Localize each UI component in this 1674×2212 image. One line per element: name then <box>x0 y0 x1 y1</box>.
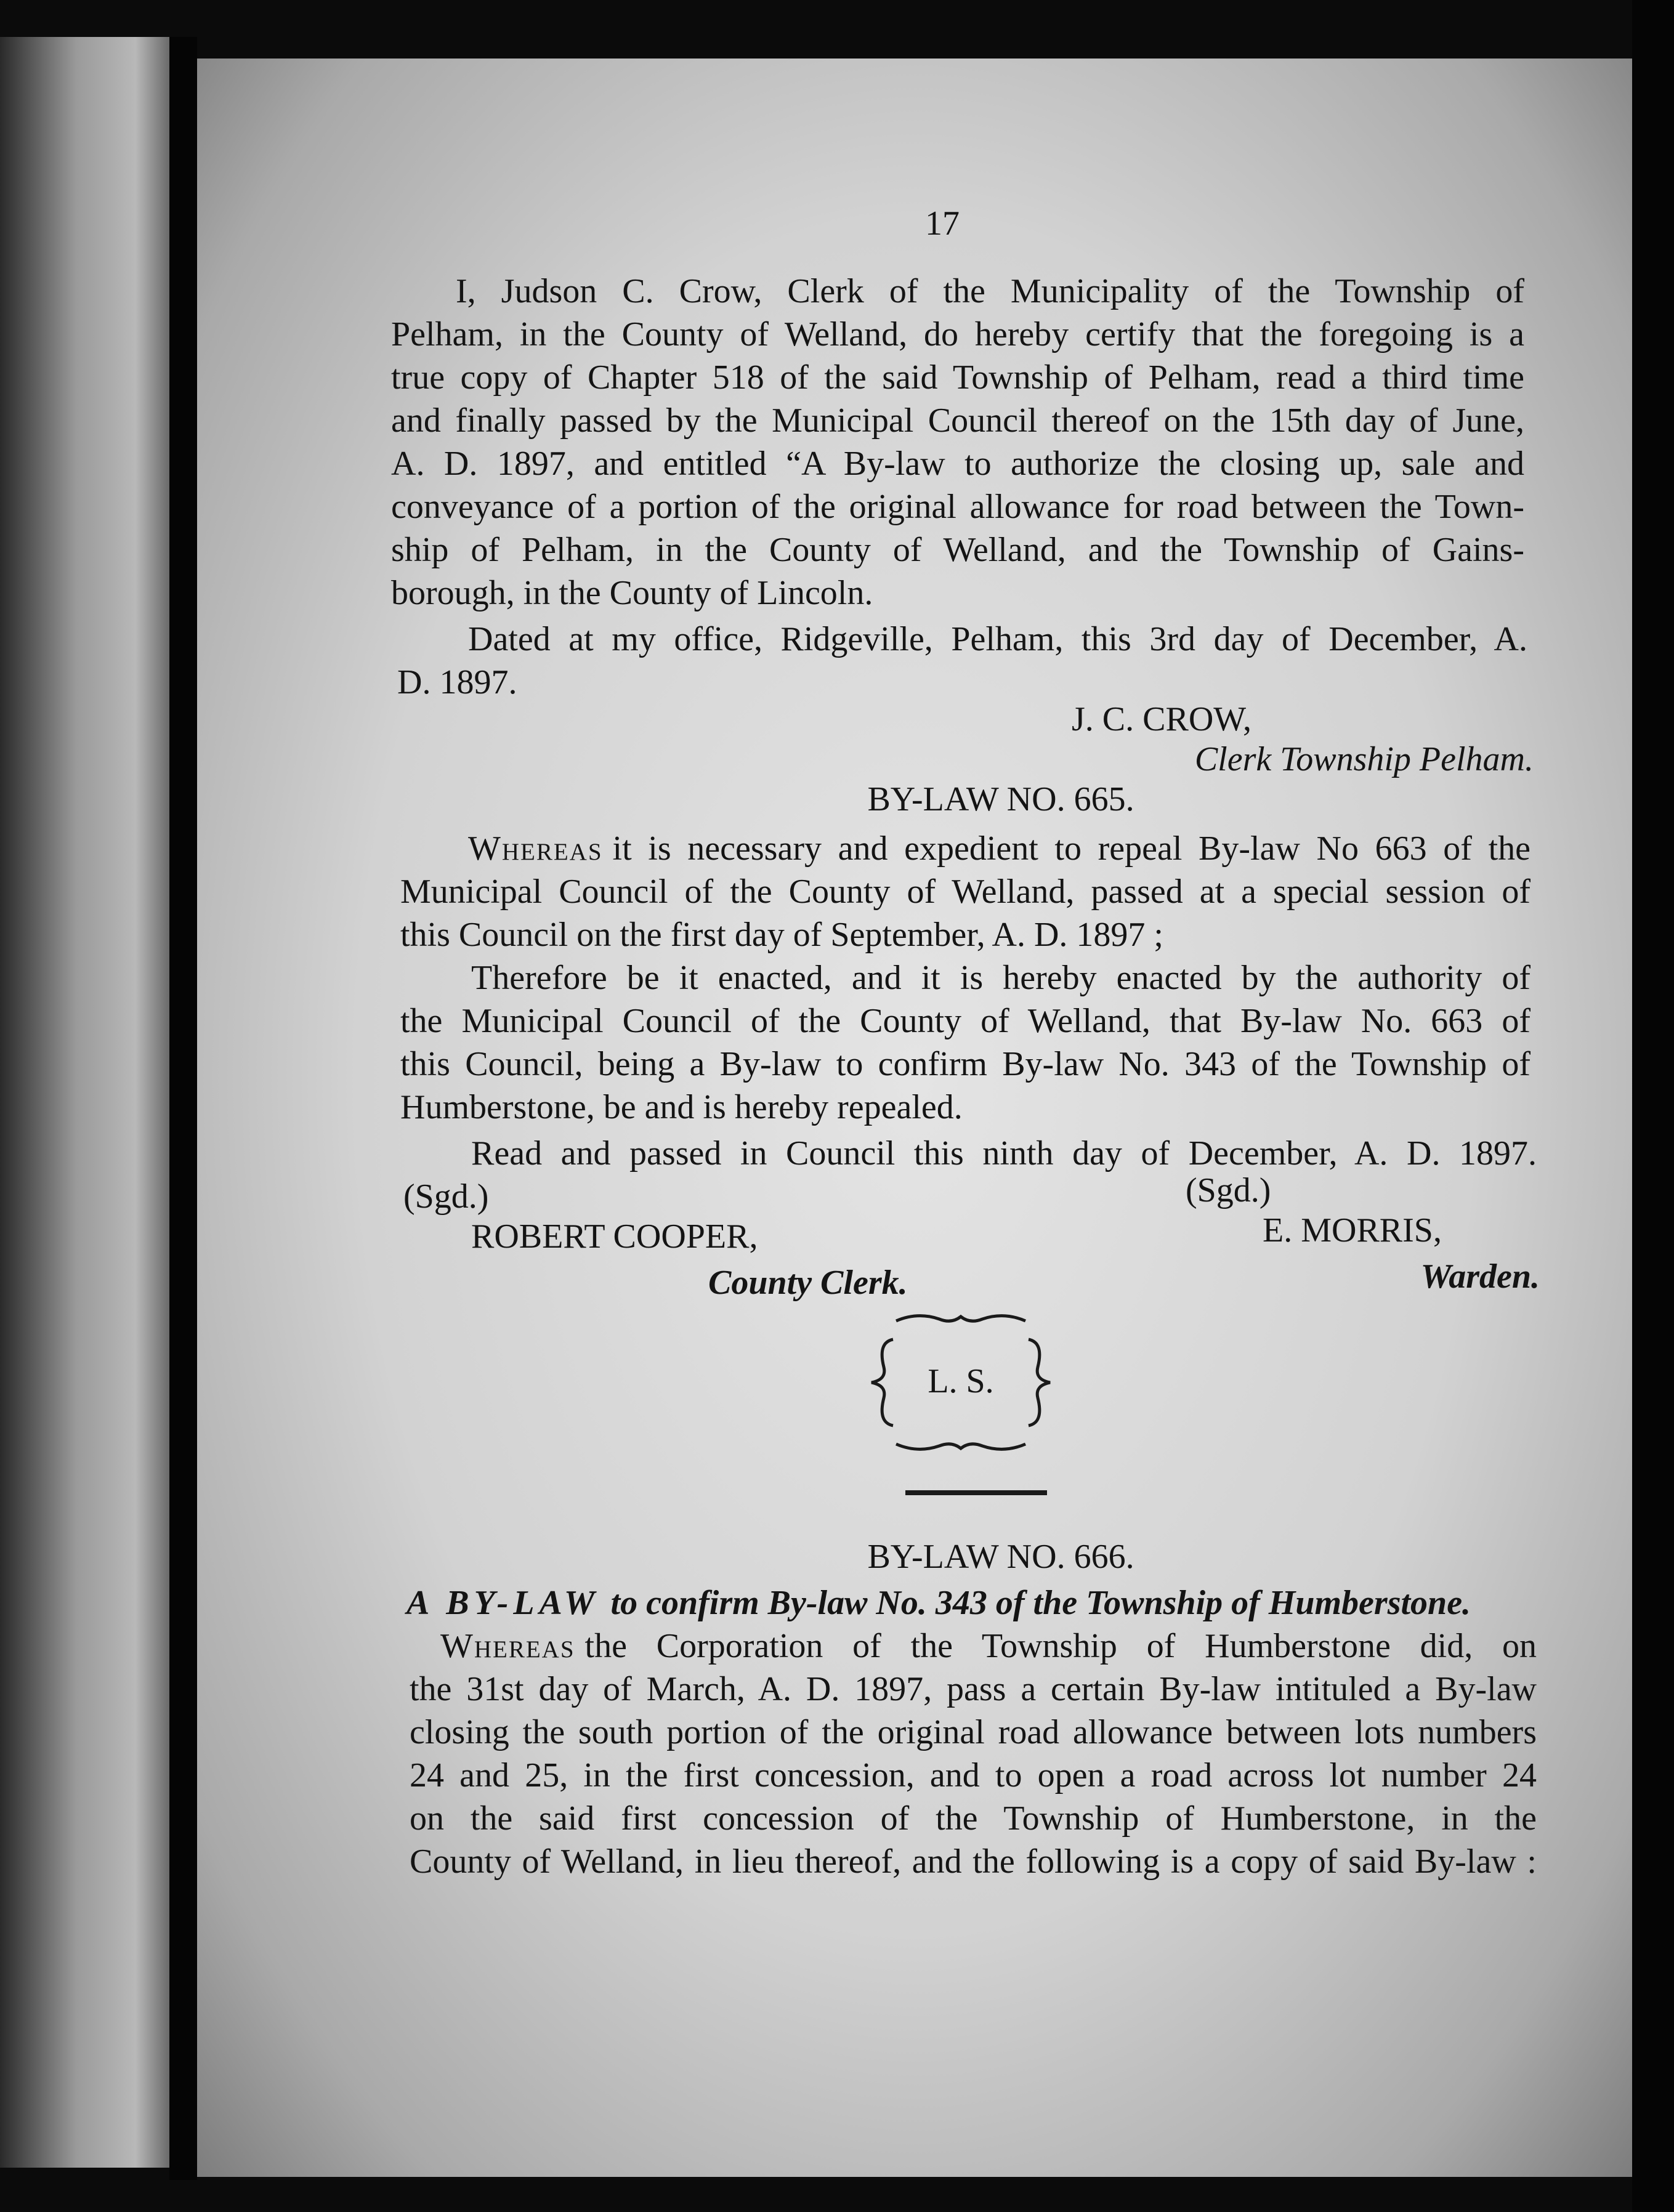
subtitle-lead: A BY-LAW <box>406 1584 600 1622</box>
text-line <box>440 1626 1537 1666</box>
signed-marker-right: (Sgd.) <box>1186 1171 1271 1209</box>
text-line: closing the south portion of the original road allowance between lots numbers <box>410 1713 1537 1751</box>
signer-name: J. C. CROW, <box>1072 700 1252 738</box>
text-line: conveyance of a portion of the original allowance for road between the Town- <box>391 488 1524 526</box>
text-line <box>468 828 1530 869</box>
text-line: true copy of Chapter 518 of the said Township of Pelham, read a third time <box>391 358 1524 397</box>
text-line: the Municipal Council of the County of Welland, that By-law No. 663 of <box>400 1002 1530 1040</box>
whereas-word: Whereas <box>468 830 603 868</box>
page-number: 17 <box>925 204 960 243</box>
facing-page-edge <box>0 37 169 2168</box>
county-clerk-name: ROBERT COOPER, <box>471 1217 758 1256</box>
whereas-word: Whereas <box>440 1627 575 1665</box>
text-line: Therefore be it enacted, and it is hereby enacted by the authority of <box>471 959 1530 997</box>
bylaw-666-heading: BY-LAW NO. 666. <box>867 1538 1134 1576</box>
text-line: Municipal Council of the County of Welland, passed at a special session of <box>400 873 1530 911</box>
signed-marker-left: (Sgd.) <box>403 1177 489 1216</box>
text-fragment: the Corporation of the Township of Humberstone did, on <box>584 1627 1537 1665</box>
warden-title: Warden. <box>1420 1257 1540 1296</box>
text-line: Pelham, in the County of Welland, do hereby certify that the foregoing is a <box>391 315 1524 353</box>
dated-line: D. 1897. <box>397 663 517 701</box>
text-line: this Council, being a By-law to confirm By-law No. 343 of the Township of <box>400 1045 1530 1083</box>
text-line: County of Welland, in lieu thereof, and the following is a copy of said By-law : <box>410 1843 1537 1881</box>
signer-title: Clerk Township Pelham. <box>1194 740 1534 778</box>
text-line: and finally passed by the Municipal Council thereof on the 15th day of June, <box>391 402 1524 440</box>
bylaw-665-heading: BY-LAW NO. 665. <box>867 780 1134 818</box>
dated-line: Dated at my office, Ridgeville, Pelham, this 3rd day of December, A. <box>468 620 1527 658</box>
text-line: I, Judson C. Crow, Clerk of the Municipality of the Township of <box>456 272 1524 310</box>
warden-name: E. MORRIS, <box>1263 1211 1442 1249</box>
subtitle-rest: to confirm By-law No. 343 of the Township of Humberstone. <box>610 1584 1471 1622</box>
scan-border <box>1632 0 1674 2212</box>
locus-sigilli-seal <box>859 1312 1062 1453</box>
text-line: borough, in the County of Lincoln. <box>391 574 873 612</box>
text-line: on the said first concession of the Township of Humberstone, in the <box>410 1799 1537 1838</box>
bylaw-666-subtitle <box>406 1583 1515 1623</box>
text-line: the 31st day of March, A. D. 1897, pass a certain By-law intituled a By-law <box>410 1670 1537 1708</box>
text-line: this Council on the first day of September, A. D. 1897 ; <box>400 916 1163 954</box>
county-clerk-title: County Clerk. <box>708 1264 908 1302</box>
text-line: A. D. 1897, and entitled “A By-law to authorize the closing up, sale and <box>391 445 1524 483</box>
text-line: 24 and 25, in the first concession, and to open a road across lot number 24 <box>410 1756 1537 1794</box>
binding-gutter <box>169 37 197 2180</box>
text-fragment: it is necessary and expedient to repeal By-law No 663 of the <box>612 830 1530 868</box>
text-line: Humberstone, be and is hereby repealed. <box>400 1088 963 1126</box>
text-line: ship of Pelham, in the County of Welland, and the Township of Gains- <box>391 531 1524 569</box>
seal-text: L. S. <box>928 1362 994 1400</box>
read-passed-line: Read and passed in Council this ninth day of December, A. D. 1897. <box>471 1134 1537 1173</box>
section-divider <box>905 1490 1047 1495</box>
